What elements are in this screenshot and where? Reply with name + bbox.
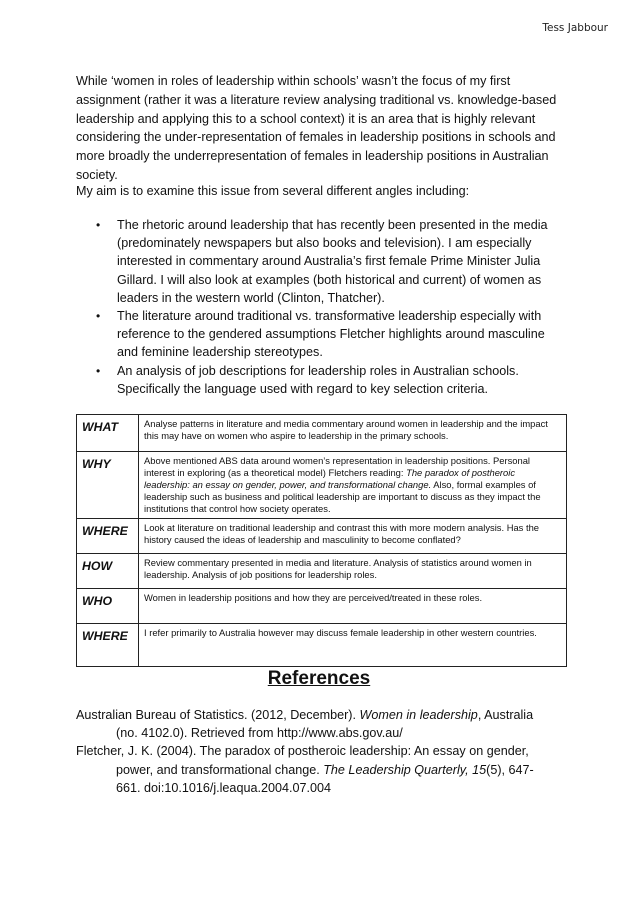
list-item (96, 362, 566, 398)
reference-text: Australian Bureau of Statistics. (2012, December). (76, 708, 360, 722)
intro-paragraph (76, 72, 576, 185)
list-item (96, 216, 566, 307)
row-key: WHAT (77, 415, 139, 452)
reference-italic: Women in leadership (359, 708, 478, 722)
info-table (76, 414, 567, 667)
bullet-text: The rhetoric around leadership that has recently been presented in the media (predominately newspapers but also books and television). I am especially interested in commentary around Australia’s first female Prime Minister Julia Gillard. I will also look at examples (both historical and current) of women as leaders in the western world (Clinton, Thatcher). (117, 218, 548, 305)
intro-text: While ‘women in roles of leadership within schools’ wasn’t the focus of my first assignment (rather it was a literature review analysing traditional vs. knowledge-based leadership and applying this to a school context) it is an area that is highly relevant considering the under-representation of females in leadership positions in schools and more broadly the underrepresentation of females in leadership positions in Australian society. (76, 74, 557, 182)
reference-text: Fletcher, J. K. (2004). The paradox of postheroic leadership: An essay on gender, power, and transformational change. (76, 744, 529, 777)
bullet-list (96, 216, 566, 398)
row-value (139, 452, 567, 519)
bullet-icon: • (96, 363, 101, 378)
bullet-text: The literature around traditional vs. transformative leadership especially with reference to the gendered assumptions Fletcher highlights around masculine and feminine leadership stereotypes. (117, 309, 545, 360)
row-key: WHO (77, 589, 139, 624)
row-key: WHERE (77, 519, 139, 554)
reference-text: , Australia (no. 4102.0). Retrieved from http://www.abs.gov.au/ (116, 708, 534, 741)
row-key: HOW (77, 554, 139, 589)
list-item (96, 307, 566, 362)
row-value-part: Also, formal examples of leadership such as business and political leadership are important to discuss as they impact the institutions that control how society operates. (144, 479, 541, 514)
bullet-text: An analysis of job descriptions for leadership roles in Australian schools. Specifically the language used with regard to key selection criteria. (117, 363, 519, 396)
bullet-icon: • (96, 218, 101, 232)
row-value: Review commentary presented in media and literature. Analysis of statistics around women in leadership. Analysis of job positions for leadership roles. (139, 554, 567, 589)
references-heading: References (267, 668, 371, 689)
table-row (77, 415, 567, 452)
references-list (76, 706, 556, 797)
row-value-italic: The paradox of postheroic leadership: an essay on gender, power, and transformational change. (144, 467, 516, 490)
table-row (77, 589, 567, 624)
reference-italic: The Leadership Quarterly, 15 (323, 762, 487, 777)
row-value: Women in leadership positions and how they are perceived/treated in these roles. (139, 589, 567, 624)
row-key: WHERE (77, 624, 139, 667)
reference-item (76, 742, 556, 797)
row-value-part: Above mentioned ABS data around women’s representation in leadership positions. Personal interest in exploring (as a theoretical model) Fletchers reading: (144, 455, 531, 478)
aim-paragraph: My aim is to examine this issue from several different angles including: (76, 184, 470, 198)
header-author: Tess Jabbour (542, 22, 608, 34)
row-key: WHY (77, 452, 139, 519)
table-row (77, 554, 567, 589)
reference-item (76, 706, 556, 742)
table-row (77, 452, 567, 519)
table-row (77, 624, 567, 667)
reference-text: (5), 647-661. doi:10.1016/j.leaqua.2004.07.004 (116, 762, 534, 795)
row-value: Look at literature on traditional leadership and contrast this with more modern analysis. Has the history caused the ideas of leadership and masculinity to become conflated? (139, 519, 567, 554)
row-value: I refer primarily to Australia however may discuss female leadership in other western countries. (139, 624, 567, 667)
table-row (77, 519, 567, 554)
row-value: Analyse patterns in literature and media commentary around women in leadership and the impact this may have on women who aspire to leadership in the primary schools. (139, 415, 567, 452)
bullet-icon: • (96, 309, 101, 324)
